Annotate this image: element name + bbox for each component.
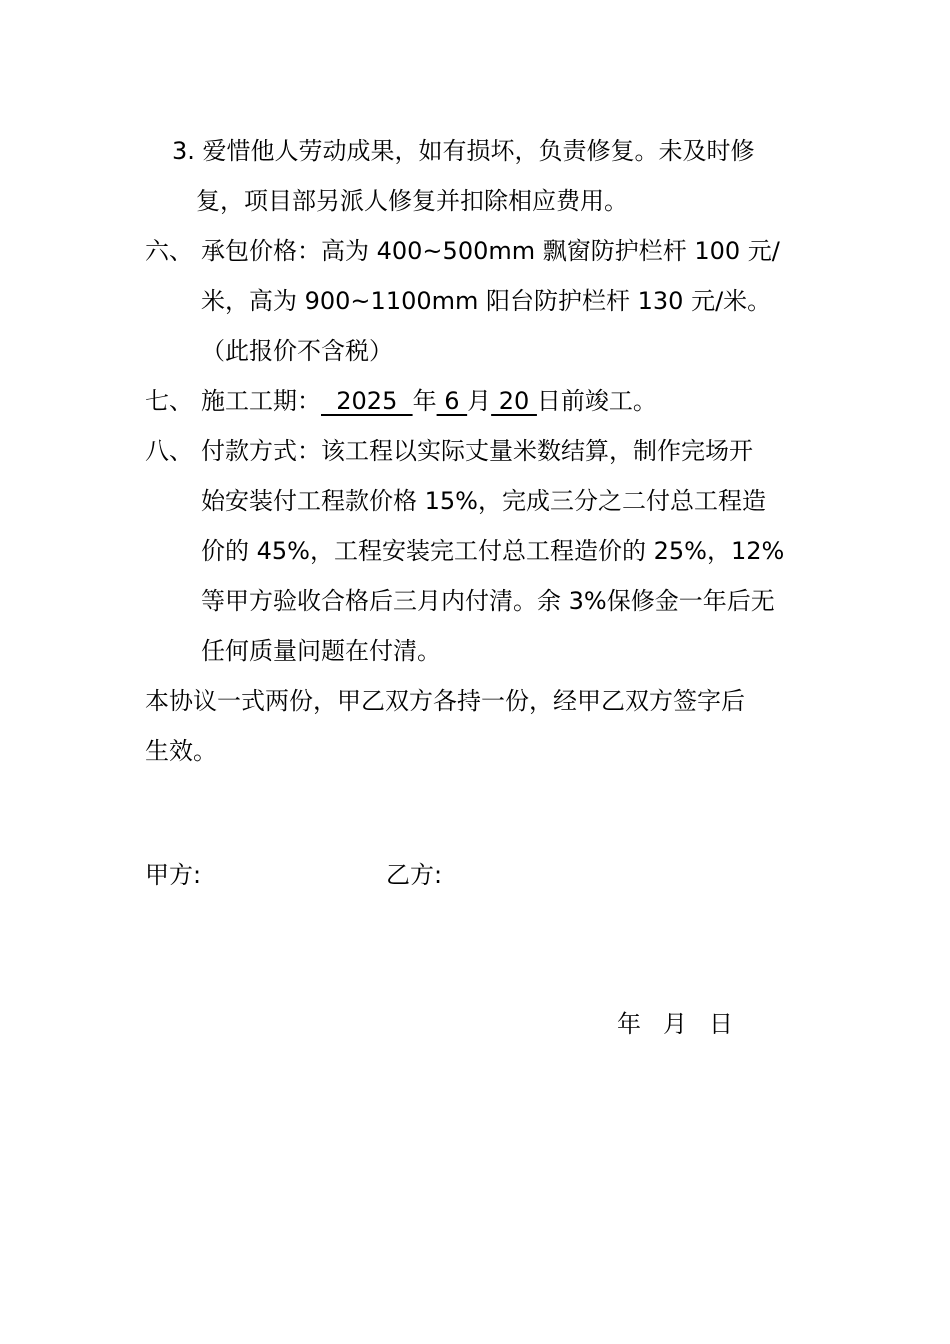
section-8-line-5: 任何质量问题在付清。 (201, 637, 441, 665)
section-6-text-1: 承包价格：高为 400~500mm 飘窗防护栏杆 100 元/ (201, 237, 780, 265)
date-month-label: 月 (663, 1010, 687, 1038)
construction-year-value: 2025 (321, 387, 413, 415)
agreement-line-2: 生效。 (145, 737, 217, 765)
item-3-line-1: 3. 爱惜他人劳动成果，如有损坏，负责修复。未及时修 (172, 137, 755, 165)
section-6-number: 六、 (145, 237, 193, 265)
section-8-number: 八、 (145, 437, 193, 465)
item-3-line-2: 复，项目部另派人修复并扣除相应费用。 (196, 187, 628, 215)
month-unit: 月 (467, 387, 492, 415)
section-7-tail: 日前竣工。 (536, 387, 657, 415)
section-7-label: 施工工期： (201, 387, 321, 415)
party-a-signature-label: 甲方: (145, 861, 202, 889)
section-7-line (145, 386, 657, 416)
party-b-signature-label: 乙方: (386, 861, 443, 889)
construction-month-value: 6 (436, 387, 468, 415)
year-unit: 年 (412, 387, 437, 415)
section-8-line-3: 价的 45%，工程安装完工付总工程造价的 25%，12% (201, 537, 785, 565)
section-8-line-4: 等甲方验收合格后三月内付清。余 3%保修金一年后无 (201, 587, 775, 615)
date-day-label: 日 (709, 1010, 733, 1038)
section-8-line-1 (145, 436, 753, 466)
construction-day-value: 20 (491, 387, 537, 415)
date-year-label: 年 (617, 1010, 641, 1038)
section-7-number: 七、 (145, 387, 193, 415)
section-8-line-2: 始安装付工程款价格 15%，完成三分之二付总工程造 (201, 487, 766, 515)
section-8-text-1: 付款方式：该工程以实际丈量米数结算，制作完场开 (201, 437, 753, 465)
section-6-line-1 (145, 236, 780, 266)
agreement-line-1: 本协议一式两份，甲乙双方各持一份，经甲乙双方签字后 (145, 687, 745, 715)
section-6-line-3: （此报价不含税） (201, 337, 393, 365)
signing-date (617, 1009, 733, 1039)
section-6-line-2: 米，高为 900~1100mm 阳台防护栏杆 130 元/米。 (201, 287, 772, 315)
